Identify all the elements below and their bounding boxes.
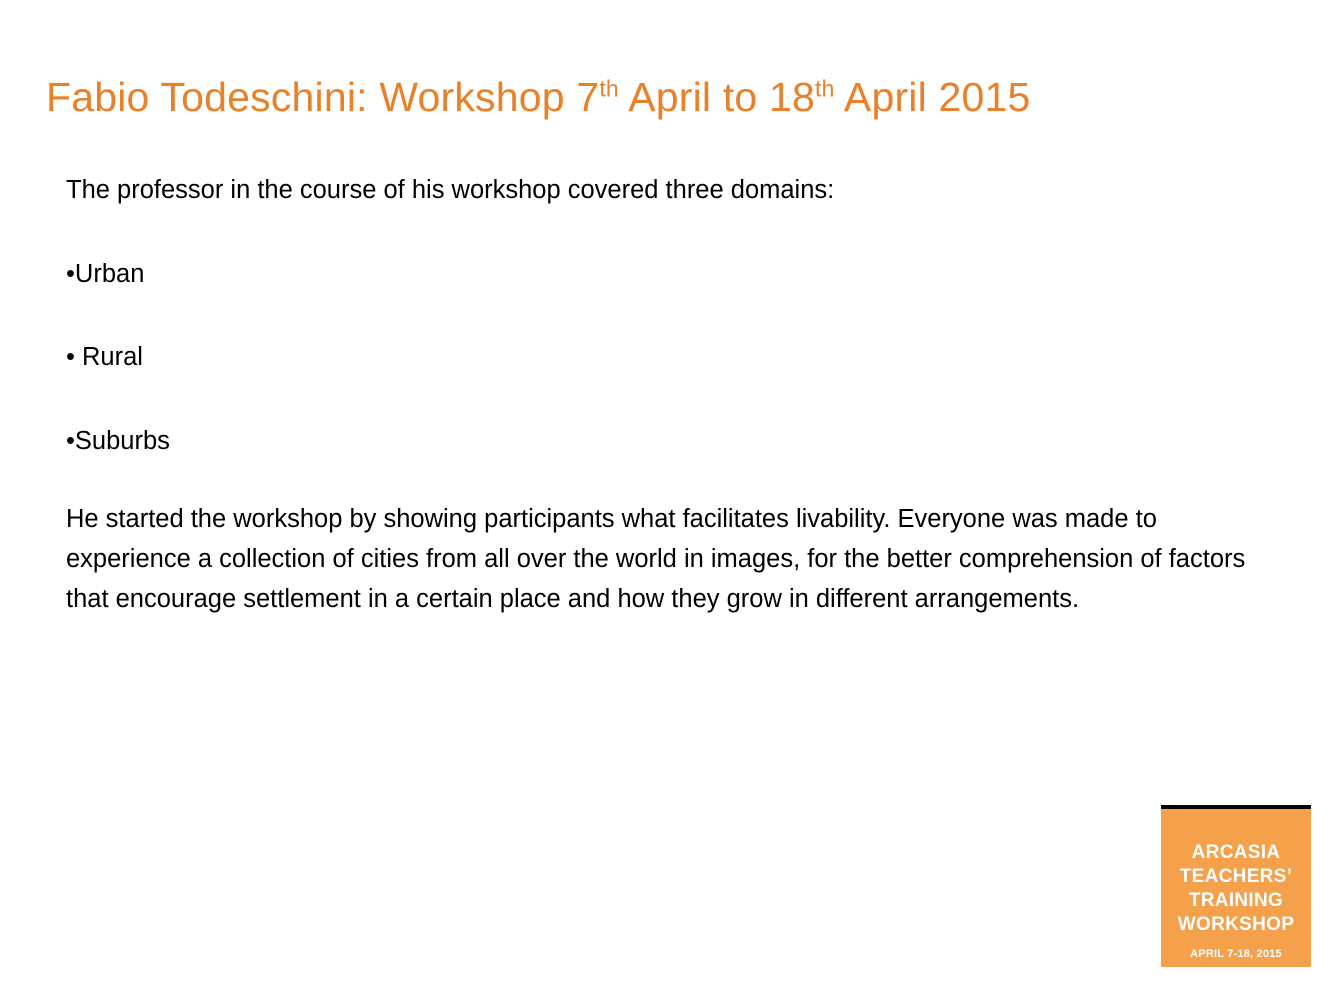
list-item: • Rural — [66, 343, 143, 371]
list-item: •Suburbs — [66, 426, 170, 455]
logo-line-4: WORKSHOP — [1177, 914, 1295, 935]
logo-line-1: ARCASIA — [1191, 842, 1281, 863]
page-title — [46, 74, 1031, 121]
logo-line-3: TRAINING — [1188, 890, 1284, 911]
lead-paragraph: The professor in the course of his workshop covered three domains: — [66, 176, 835, 204]
logo-line-2: TEACHERS’ — [1179, 866, 1293, 887]
list-item: •Urban — [66, 259, 145, 288]
logo-date: APRIL 7-18, 2015 — [1190, 948, 1282, 960]
body-paragraph: He started the workshop by showing participants what facilitates livability. Everyone was made to experience a collection of cities from all over the world in images, for the better comprehension of factors that encourage settlement in a certain place and how they grow in different arrangements. — [66, 505, 1246, 613]
title-text-pre: Fabio Todeschini: Workshop 7 — [46, 74, 600, 120]
title-text-mid: April to 18 — [618, 74, 816, 120]
arcasia-workshop-logo — [1161, 805, 1311, 967]
title-text-post: April 2015 — [834, 74, 1031, 120]
logo-title-lines — [1161, 841, 1311, 937]
title-ordinal-first: th — [599, 75, 619, 102]
slide-body — [66, 178, 1281, 645]
title-ordinal-second: th — [815, 75, 835, 102]
